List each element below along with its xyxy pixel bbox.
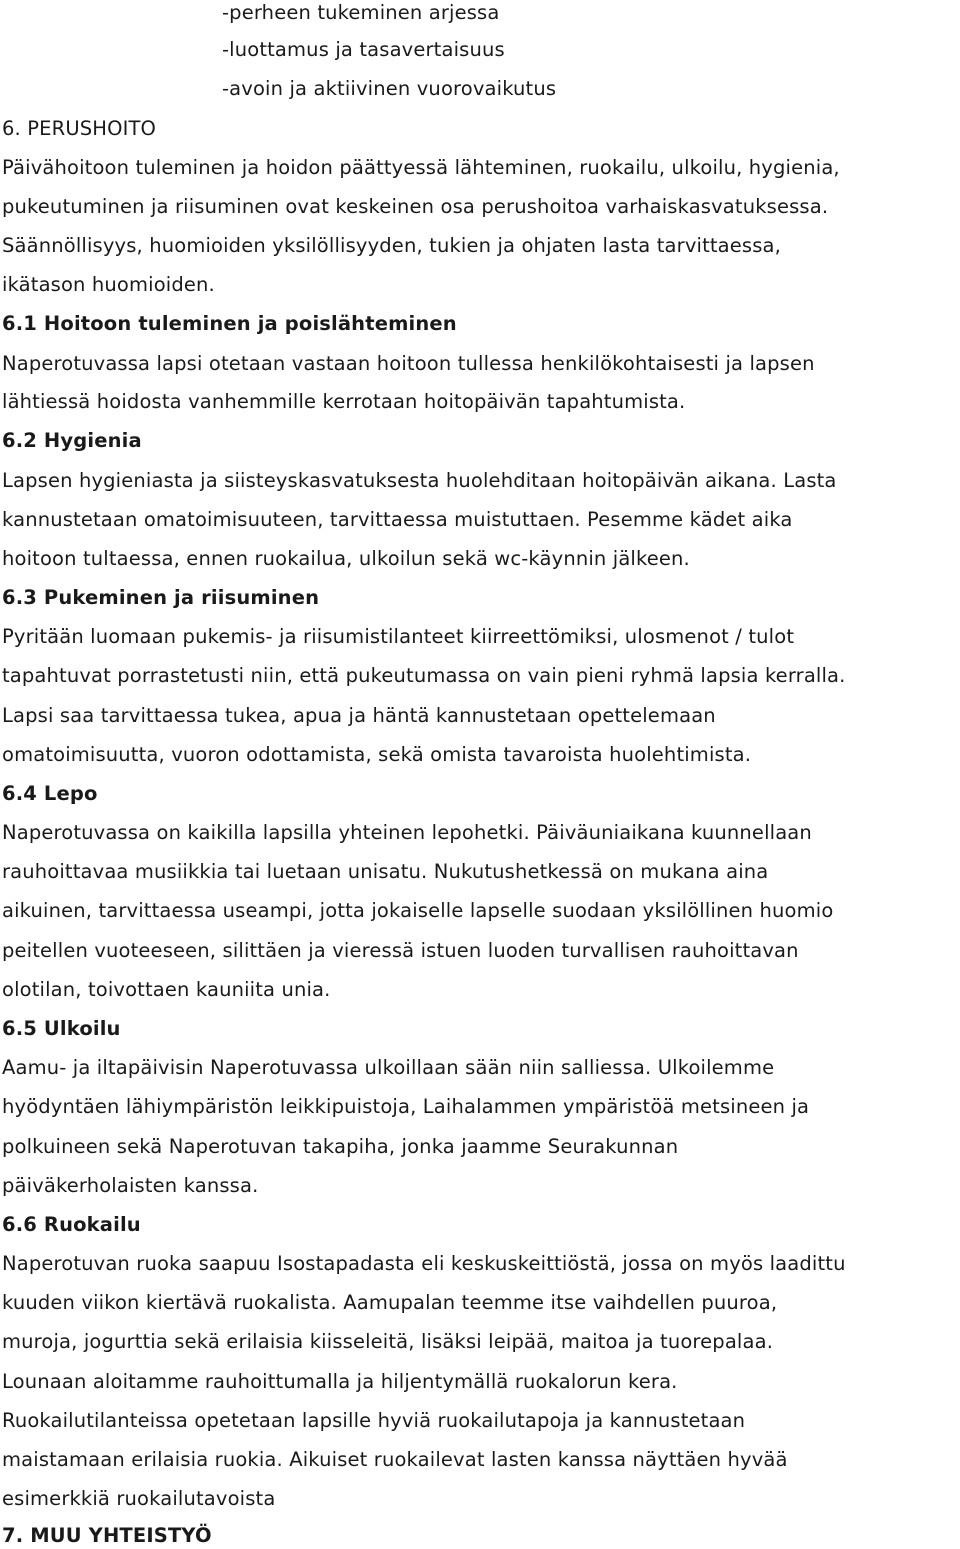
paragraph-line: olotilan, toivottaen kauniita unia. [2, 978, 331, 1001]
paragraph-line: Lapsi saa tarvittaessa tukea, apua ja häntä kannustetaan opettelemaan [2, 704, 716, 727]
section-heading: 7. MUU YHTEISTYÖ [2, 1524, 212, 1547]
paragraph-line: Päivähoitoon tuleminen ja hoidon päättyessä lähteminen, ruokailu, ulkoilu, hygienia, [2, 156, 840, 179]
paragraph-line: maistamaan erilaisia ruokia. Aikuiset ruokailevat lasten kanssa näyttäen hyvää [2, 1448, 788, 1471]
subsection-heading: 6.1 Hoitoon tuleminen ja poislähteminen [2, 312, 457, 335]
paragraph-line: Pyritään luomaan pukemis- ja riisumistilanteet kiirreettömiksi, ulosmenot / tulot [2, 625, 795, 648]
paragraph-line: Lapsen hygieniasta ja siisteyskasvatuksesta huolehditaan hoitopäivän aikana. Lasta [2, 469, 837, 492]
paragraph-line: tapahtuvat porrastetusti niin, että pukeutumassa on vain pieni ryhmä lapsia kerralla. [2, 664, 846, 687]
subsection-heading: 6.2 Hygienia [2, 429, 142, 452]
subsection-heading: 6.5 Ulkoilu [2, 1017, 121, 1040]
values-list-item: -luottamus ja tasavertaisuus [222, 38, 505, 61]
paragraph-line: Lounaan aloitamme rauhoittumalla ja hiljentymällä ruokalorun kera. [2, 1370, 678, 1393]
paragraph-line: peitellen vuoteeseen, silittäen ja vieressä istuen luoden turvallisen rauhoittavan [2, 939, 799, 962]
paragraph-line: Ruokailutilanteissa opetetaan lapsille hyviä ruokailutapoja ja kannustetaan [2, 1409, 746, 1432]
paragraph-line: Naperotuvan ruoka saapuu Isostapadasta eli keskuskeittiöstä, jossa on myös laadittu [2, 1252, 846, 1275]
subsection-heading: 6.4 Lepo [2, 782, 98, 805]
paragraph-line: kannustetaan omatoimisuuteen, tarvittaessa muistuttaen. Pesemme kädet aika [2, 508, 793, 531]
paragraph-line: aikuinen, tarvittaessa useampi, jotta jokaiselle lapselle suodaan yksilöllinen huomio [2, 899, 834, 922]
subsection-heading: 6.3 Pukeminen ja riisuminen [2, 586, 320, 609]
paragraph-line: Naperotuvassa lapsi otetaan vastaan hoitoon tullessa henkilökohtaisesti ja lapsen [2, 352, 815, 375]
paragraph-line: rauhoittavaa musiikkia tai luetaan unisatu. Nukutushetkessä on mukana aina [2, 860, 769, 883]
paragraph-line: esimerkkiä ruokailutavoista [2, 1487, 276, 1510]
subsection-heading: 6.6 Ruokailu [2, 1213, 141, 1236]
paragraph-line: pukeutuminen ja riisuminen ovat keskeinen osa perushoitoa varhaiskasvatuksessa. [2, 195, 829, 218]
paragraph-line: kuuden viikon kiertävä ruokalista. Aamupalan teemme itse vaihdellen puuroa, [2, 1291, 778, 1314]
paragraph-line: Naperotuvassa on kaikilla lapsilla yhteinen lepohetki. Päiväuniaikana kuunnellaan [2, 821, 812, 844]
paragraph-line: lähtiessä hoidosta vanhemmille kerrotaan hoitopäivän tapahtumista. [2, 390, 686, 413]
paragraph-line: hyödyntäen lähiympäristön leikkipuistoja, Laihalammen ympäristöä metsineen ja [2, 1095, 810, 1118]
paragraph-line: päiväkerholaisten kanssa. [2, 1174, 259, 1197]
section-heading: 6. PERUSHOITO [2, 117, 157, 140]
paragraph-line: muroja, jogurttia sekä erilaisia kiisseleitä, lisäksi leipää, maitoa ja tuorepalaa. [2, 1330, 774, 1353]
paragraph-line: Säännöllisyys, huomioiden yksilöllisyyden, tukien ja ohjaten lasta tarvittaessa, [2, 234, 781, 257]
paragraph-line: Aamu- ja iltapäivisin Naperotuvassa ulkoillaan sään niin salliessa. Ulkoilemme [2, 1056, 775, 1079]
paragraph-line: omatoimisuutta, vuoron odottamista, sekä omista tavaroista huolehtimista. [2, 743, 752, 766]
values-list-item: -avoin ja aktiivinen vuorovaikutus [222, 77, 557, 100]
paragraph-line: polkuineen sekä Naperotuvan takapiha, jonka jaamme Seurakunnan [2, 1135, 679, 1158]
paragraph-line: hoitoon tultaessa, ennen ruokailua, ulkoilun sekä wc-käynnin jälkeen. [2, 547, 690, 570]
paragraph-line: ikätason huomioiden. [2, 273, 215, 296]
values-list-item: -perheen tukeminen arjessa [222, 1, 500, 24]
